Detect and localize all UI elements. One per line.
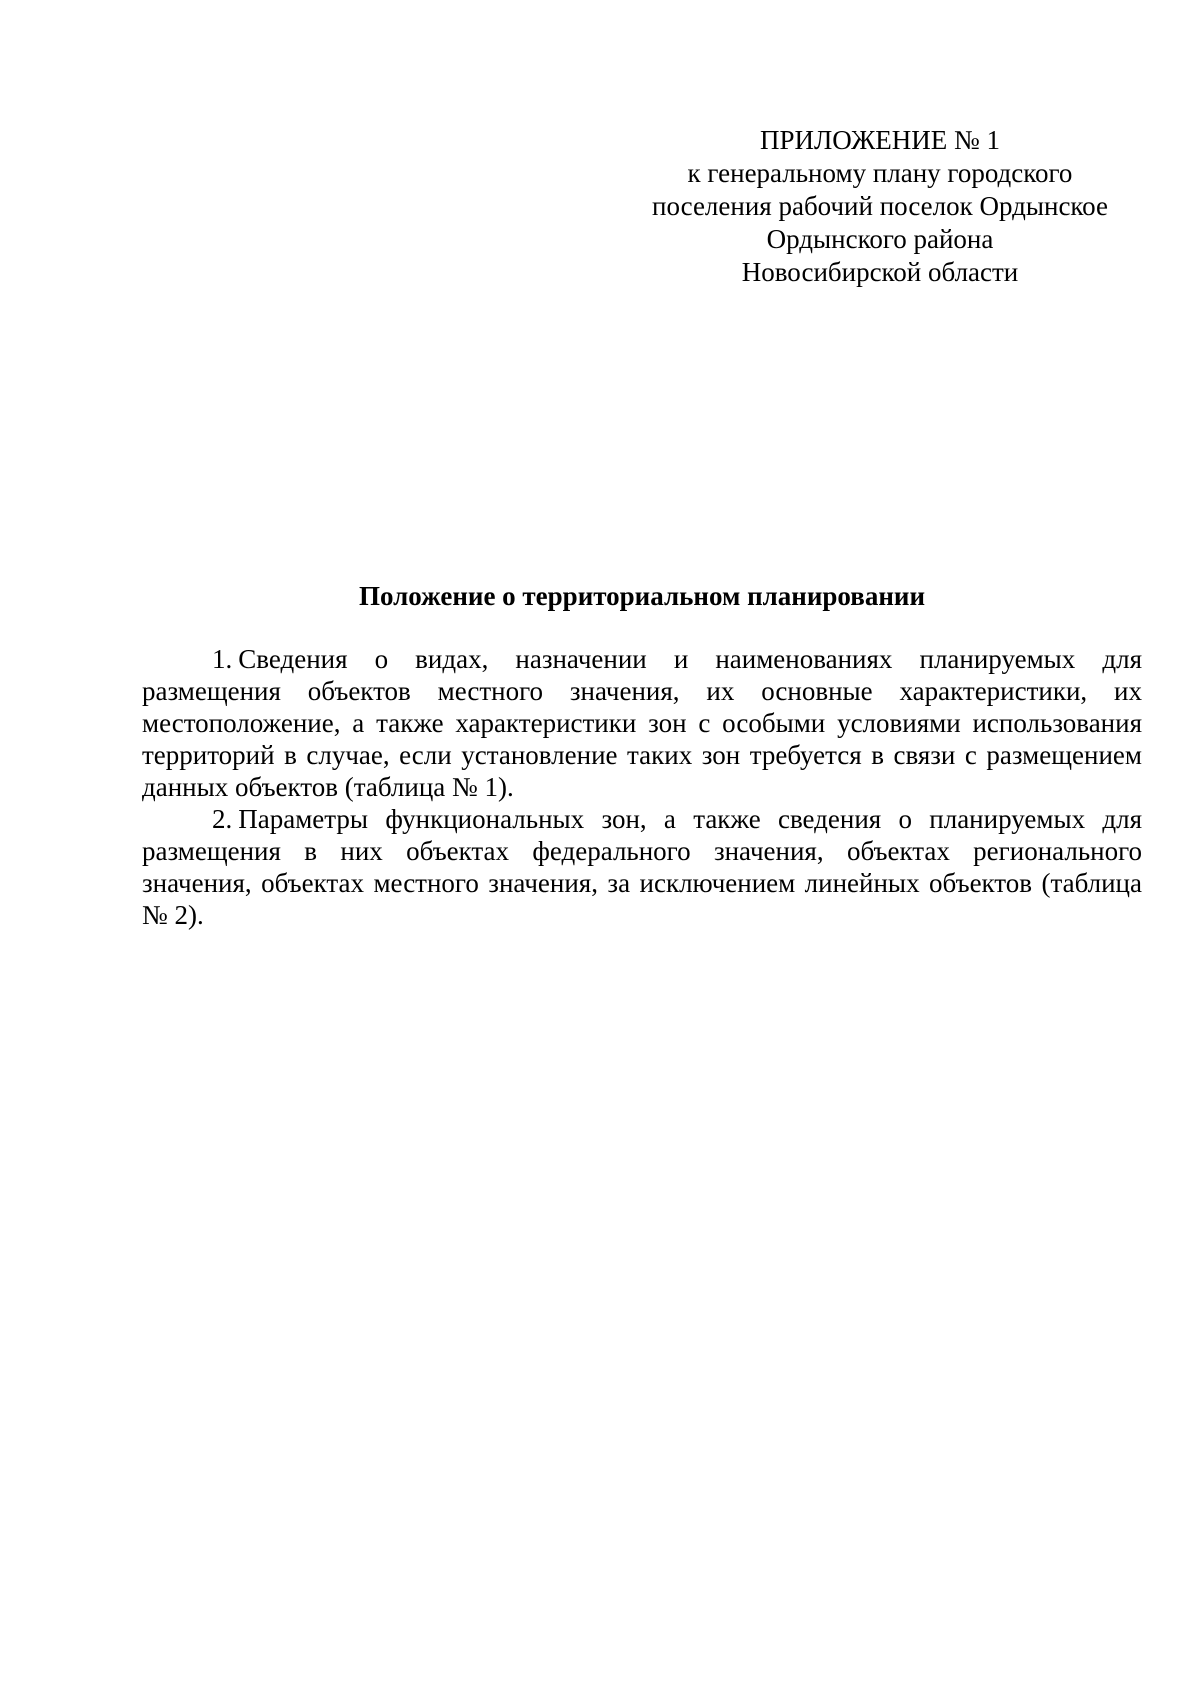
item-text: Сведения о видах, назначении и наименованиях планируемых для размещения объектов местного значения, их основные характеристики, их местоположение, а также характеристики зон с особыми условиями использования территорий в случае, если установление таких зон требуется в связи с размещением данных объектов (таблица № 1). (142, 644, 1142, 802)
document-body (142, 643, 1142, 931)
appendix-line: Новосибирской области (741, 257, 1019, 287)
appendix-line: Ордынского района (766, 224, 994, 254)
item-text: Параметры функциональных зон, а также сведения о планируемых для размещения в них объектах федерального значения, объектах регионального значения, объектах местного значения, за исключением линейных объектов (таблица № 2). (142, 804, 1142, 930)
document-title: Положение о территориальном планировании (359, 581, 925, 611)
list-item (142, 803, 1142, 931)
appendix-line: поселения рабочий поселок Ордынское (652, 191, 1108, 221)
appendix-line: к генеральному плану городского (687, 158, 1073, 188)
list-item (142, 643, 1142, 803)
appendix-header (615, 124, 1145, 289)
item-number: 1. (212, 644, 233, 674)
item-number: 2. (212, 804, 233, 834)
appendix-title: ПРИЛОЖЕНИЕ № 1 (759, 125, 1001, 155)
